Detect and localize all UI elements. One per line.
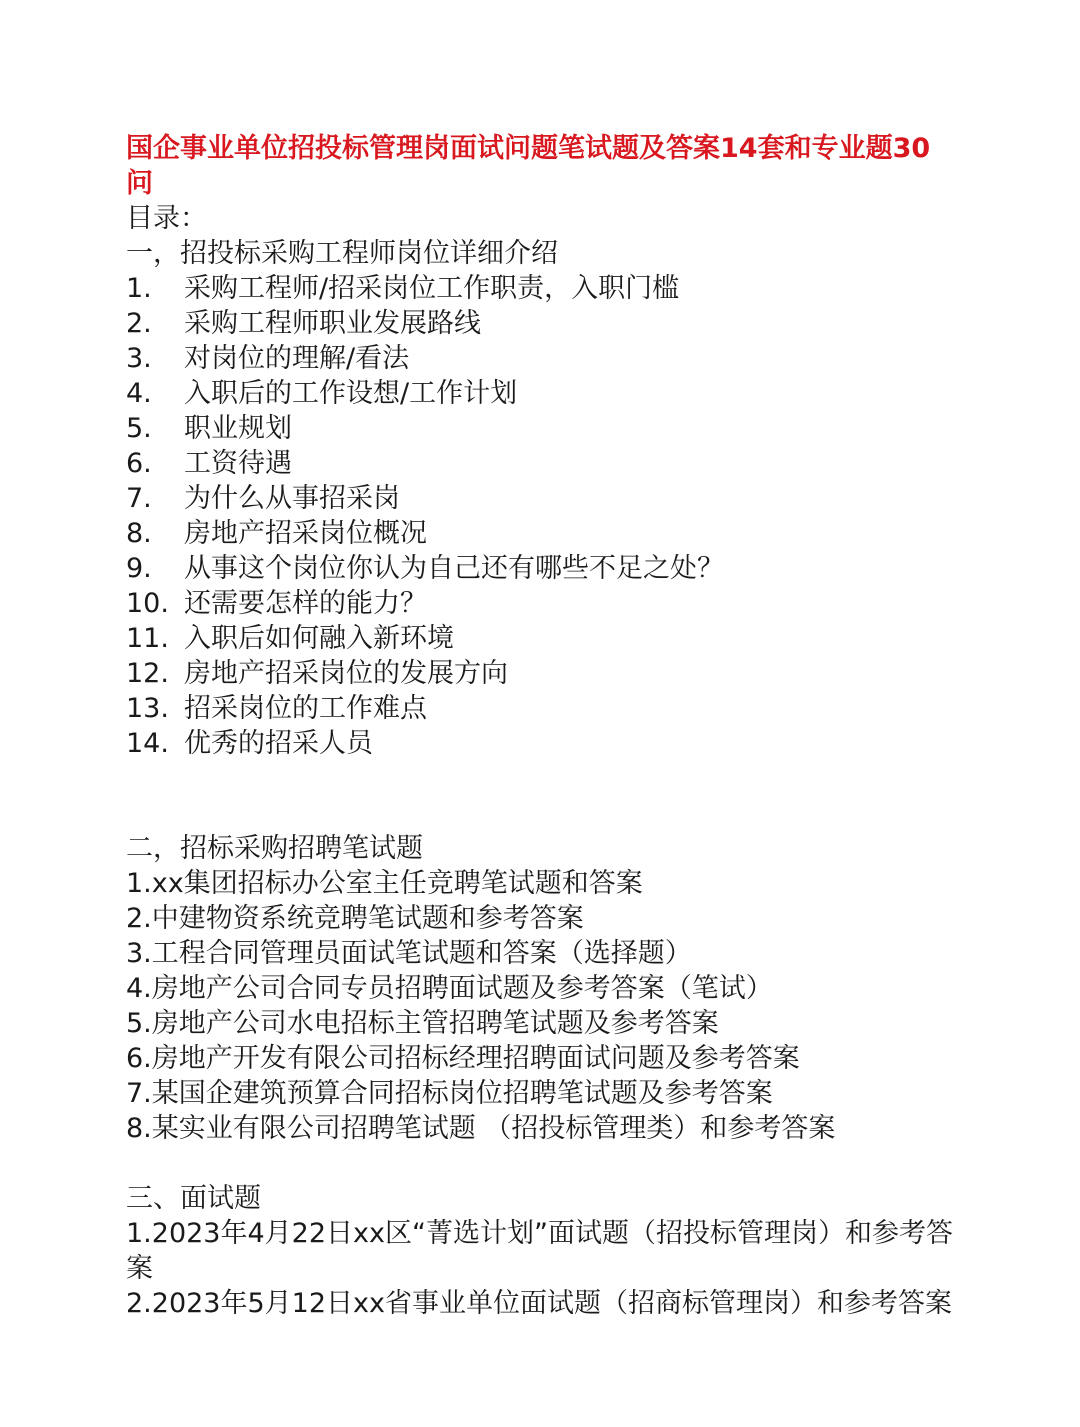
section3-heading: 三、面试题: [126, 1183, 261, 1214]
item-text: 从事这个岗位你认为自己还有哪些不足之处？: [184, 553, 724, 584]
item-number: 1.: [126, 273, 152, 304]
item-text: 招采岗位的工作难点: [184, 693, 427, 724]
item-text: 职业规划: [184, 413, 292, 444]
toc-label: 目录：: [126, 203, 207, 234]
item-number: 9.: [126, 553, 152, 584]
item-number: 2.: [126, 308, 152, 339]
item-number: 8.: [126, 518, 152, 549]
item-number: 12.: [126, 658, 169, 689]
item-text: 优秀的招采人员: [184, 728, 373, 759]
item-number: 6.: [126, 448, 152, 479]
section2-list: [126, 866, 966, 1146]
item-text: 工资待遇: [184, 448, 292, 479]
list-item: [126, 481, 966, 516]
list-item: [126, 446, 966, 481]
list-item: 4.房地产公司合同专员招聘面试题及参考答案（笔试）: [126, 973, 773, 1004]
spacer: [126, 761, 966, 831]
list-item: [126, 376, 966, 411]
item-text: 入职后的工作设想/工作计划: [184, 378, 518, 409]
section3-list: [126, 1216, 966, 1321]
list-item: 3.工程合同管理员面试笔试题和答案（选择题）: [126, 938, 692, 969]
section1-heading: 一，招投标采购工程师岗位详细介绍: [126, 238, 558, 269]
item-number: 10.: [126, 588, 169, 619]
document-content: [126, 131, 966, 1321]
item-text: 采购工程师职业发展路线: [184, 308, 481, 339]
item-text: 房地产招采岗位概况: [184, 518, 427, 549]
item-number: 13.: [126, 693, 169, 724]
list-item: [126, 656, 966, 691]
spacer: [126, 1146, 966, 1181]
list-item: [126, 341, 966, 376]
item-number: 4.: [126, 378, 152, 409]
list-item: [126, 691, 966, 726]
list-item: 2.2023年5月12日xx省事业单位面试题（招商标管理岗）和参考答案: [126, 1288, 952, 1319]
item-number: 3.: [126, 343, 152, 374]
list-item: 6.房地产开发有限公司招标经理招聘面试问题及参考答案: [126, 1043, 800, 1074]
list-item: 1.2023年4月22日xx区“菁选计划”面试题（招投标管理岗）和参考答案: [126, 1218, 953, 1284]
list-item: [126, 726, 966, 761]
item-number: 11.: [126, 623, 169, 654]
item-number: 7.: [126, 483, 152, 514]
item-number: 14.: [126, 728, 169, 759]
item-text: 入职后如何融入新环境: [184, 623, 454, 654]
list-item: 8.某实业有限公司招聘笔试题 （招投标管理类）和参考答案: [126, 1113, 836, 1144]
list-item: 7.某国企建筑预算合同招标岗位招聘笔试题及参考答案: [126, 1078, 773, 1109]
item-text: 为什么从事招采岗: [184, 483, 400, 514]
list-item: [126, 621, 966, 656]
item-number: 5.: [126, 413, 152, 444]
list-item: 1.xx集团招标办公室主任竞聘笔试题和答案: [126, 868, 643, 899]
section1-list: [126, 271, 966, 761]
list-item: [126, 516, 966, 551]
list-item: 2.中建物资系统竞聘笔试题和参考答案: [126, 903, 584, 934]
list-item: [126, 306, 966, 341]
item-text: 房地产招采岗位的发展方向: [184, 658, 508, 689]
item-text: 对岗位的理解/看法: [184, 343, 410, 374]
section2-heading: 二，招标采购招聘笔试题: [126, 833, 423, 864]
list-item: 5.房地产公司水电招标主管招聘笔试题及参考答案: [126, 1008, 719, 1039]
list-item: [126, 586, 966, 621]
list-item: [126, 271, 966, 306]
document-title: 国企事业单位招投标管理岗面试问题笔试题及答案14套和专业题30问: [126, 133, 931, 199]
item-text: 还需要怎样的能力？: [184, 588, 427, 619]
list-item: [126, 411, 966, 446]
list-item: [126, 551, 966, 586]
item-text: 采购工程师/招采岗位工作职责，入职门槛: [184, 273, 680, 304]
